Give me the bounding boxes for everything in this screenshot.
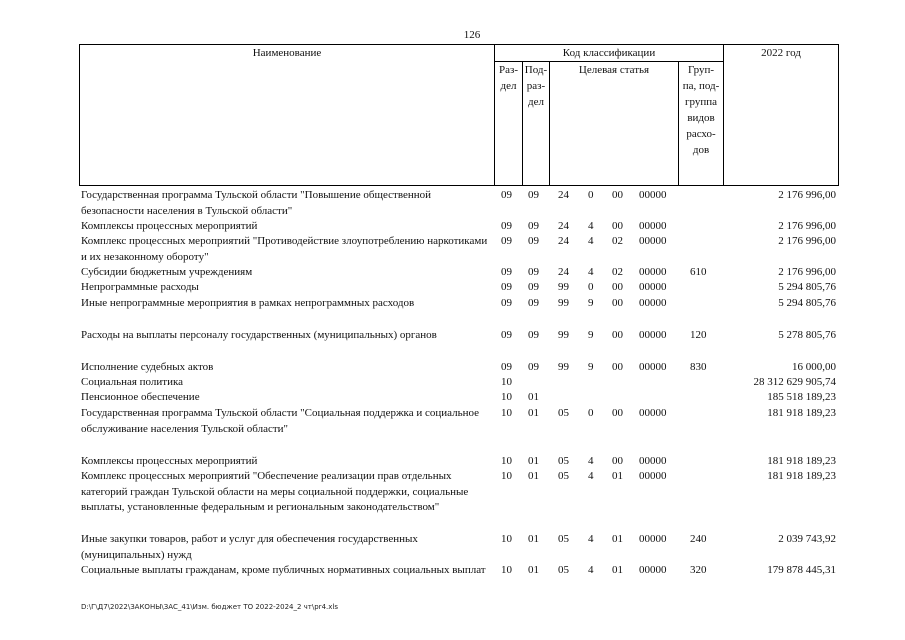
row-podrazdel: 01 bbox=[528, 533, 539, 545]
row-name: Комплексы процессных мероприятий bbox=[81, 455, 258, 467]
header-bottom-rule bbox=[79, 185, 839, 186]
row-target-direction: 00000 bbox=[639, 533, 667, 545]
header-razdel bbox=[495, 62, 522, 94]
row-target-complex: 01 bbox=[612, 470, 623, 482]
row-name: Государственная программа Тульской области "Повышение общественной безопасности населения в Тульской области" bbox=[81, 189, 431, 217]
row-target-program: 05 bbox=[558, 470, 569, 482]
row-target-direction: 00000 bbox=[639, 329, 667, 341]
row-target-direction: 00000 bbox=[639, 297, 667, 309]
row-target-type: 4 bbox=[588, 470, 594, 482]
row-name: Комплекс процессных мероприятий "Обеспечение реализации прав отдельных категорий граждан Тульской области на меры социальной поддержки, социальные выплаты, установленные федеральным и региональным законодательством" bbox=[81, 470, 469, 513]
row-name: Комплексы процессных мероприятий bbox=[81, 220, 258, 232]
row-razdel: 10 bbox=[501, 455, 512, 467]
row-target-type: 0 bbox=[588, 281, 594, 293]
row-target-direction: 00000 bbox=[639, 470, 667, 482]
row-target-program: 99 bbox=[558, 281, 569, 293]
header-expense-group bbox=[679, 62, 723, 158]
row-target-direction: 00000 bbox=[639, 189, 667, 201]
row-target-complex: 00 bbox=[612, 281, 623, 293]
header-group-line: дов bbox=[692, 144, 710, 156]
row-target-program: 24 bbox=[558, 266, 569, 278]
row-target-program: 99 bbox=[558, 361, 569, 373]
header-podrazdel-line: раз- bbox=[526, 80, 546, 92]
row-target-type: 4 bbox=[588, 266, 594, 278]
row-podrazdel: 09 bbox=[528, 281, 539, 293]
row-name: Государственная программа Тульской области "Социальная поддержка и социальное обслуживание населения Тульской области" bbox=[81, 407, 480, 435]
row-target-type: 0 bbox=[588, 407, 594, 419]
row-target-type: 4 bbox=[588, 455, 594, 467]
row-name: Комплекс процессных мероприятий "Противодействие злоупотреблению наркотиками и их незаконному обороту" bbox=[81, 235, 488, 263]
row-amount: 179 878 445,31 bbox=[767, 564, 836, 576]
row-expense-group: 830 bbox=[690, 361, 707, 373]
header-target-article: Целевая статья bbox=[578, 64, 650, 76]
row-target-type: 4 bbox=[588, 220, 594, 232]
header-group-line: па, под- bbox=[682, 80, 720, 92]
row-razdel: 09 bbox=[501, 189, 512, 201]
header-podrazdel-line: Под- bbox=[524, 64, 548, 76]
row-target-complex: 02 bbox=[612, 266, 623, 278]
header-group-line: Груп- bbox=[687, 64, 715, 76]
row-target-program: 99 bbox=[558, 329, 569, 341]
row-target-type: 4 bbox=[588, 235, 594, 247]
row-target-direction: 00000 bbox=[639, 220, 667, 232]
row-target-direction: 00000 bbox=[639, 235, 667, 247]
header-left-rule bbox=[79, 44, 80, 186]
row-target-program: 05 bbox=[558, 533, 569, 545]
row-razdel: 09 bbox=[501, 329, 512, 341]
row-target-direction: 00000 bbox=[639, 455, 667, 467]
row-target-direction: 00000 bbox=[639, 281, 667, 293]
row-amount: 28 312 629 905,74 bbox=[753, 376, 836, 388]
row-target-type: 4 bbox=[588, 564, 594, 576]
header-group-line: группа bbox=[684, 96, 718, 108]
row-podrazdel: 01 bbox=[528, 391, 539, 403]
row-name: Социальная политика bbox=[81, 376, 184, 388]
header-group-line: видов bbox=[687, 112, 715, 124]
row-amount: 185 518 189,23 bbox=[767, 391, 836, 403]
header-divider bbox=[549, 61, 550, 186]
row-razdel: 09 bbox=[501, 281, 512, 293]
row-target-complex: 00 bbox=[612, 329, 623, 341]
row-name: Иные непрограммные мероприятия в рамках непрограммных расходов bbox=[81, 297, 415, 309]
header-divider bbox=[723, 44, 724, 186]
row-razdel: 10 bbox=[501, 391, 512, 403]
row-target-program: 24 bbox=[558, 235, 569, 247]
row-target-complex: 00 bbox=[612, 189, 623, 201]
row-amount: 181 918 189,23 bbox=[767, 455, 836, 467]
row-razdel: 10 bbox=[501, 376, 512, 388]
row-amount: 16 000,00 bbox=[792, 361, 836, 373]
row-amount: 2 176 996,00 bbox=[778, 220, 836, 232]
row-razdel: 10 bbox=[501, 564, 512, 576]
row-target-complex: 00 bbox=[612, 361, 623, 373]
row-amount: 2 176 996,00 bbox=[778, 266, 836, 278]
row-razdel: 09 bbox=[501, 266, 512, 278]
header-classification-code: Код классификации bbox=[562, 47, 656, 59]
header-group-line: расхо- bbox=[686, 128, 716, 140]
row-target-program: 99 bbox=[558, 297, 569, 309]
row-razdel: 10 bbox=[501, 533, 512, 545]
row-target-program: 05 bbox=[558, 564, 569, 576]
row-target-program: 24 bbox=[558, 220, 569, 232]
row-expense-group: 320 bbox=[690, 564, 707, 576]
header-razdel-line: дел bbox=[500, 80, 517, 92]
row-razdel: 09 bbox=[501, 235, 512, 247]
row-target-complex: 00 bbox=[612, 455, 623, 467]
file-path-footer: D:\Г\Д7\2022\ЗАКОНЫ\ЗАС_41\Изм. бюджет ТО 2022-2024_2 чт\pr4.xls bbox=[81, 603, 338, 611]
row-podrazdel: 09 bbox=[528, 361, 539, 373]
row-amount: 5 294 805,76 bbox=[778, 297, 836, 309]
row-podrazdel: 01 bbox=[528, 455, 539, 467]
row-name: Непрограммные расходы bbox=[81, 281, 199, 293]
row-expense-group: 240 bbox=[690, 533, 707, 545]
row-target-complex: 00 bbox=[612, 220, 623, 232]
row-target-direction: 00000 bbox=[639, 266, 667, 278]
row-target-type: 9 bbox=[588, 297, 594, 309]
header-right-rule bbox=[838, 44, 839, 186]
row-name: Пенсионное обеспечение bbox=[81, 391, 200, 403]
row-podrazdel: 09 bbox=[528, 189, 539, 201]
row-amount: 5 294 805,76 bbox=[778, 281, 836, 293]
row-podrazdel: 01 bbox=[528, 564, 539, 576]
row-amount: 181 918 189,23 bbox=[767, 407, 836, 419]
row-target-program: 05 bbox=[558, 455, 569, 467]
row-podrazdel: 09 bbox=[528, 329, 539, 341]
row-amount: 5 278 805,76 bbox=[778, 329, 836, 341]
row-podrazdel: 01 bbox=[528, 470, 539, 482]
row-amount: 181 918 189,23 bbox=[767, 470, 836, 482]
header-podrazdel-line: дел bbox=[528, 96, 544, 108]
row-target-complex: 00 bbox=[612, 407, 623, 419]
row-target-direction: 00000 bbox=[639, 361, 667, 373]
header-year: 2022 год bbox=[761, 47, 801, 59]
row-target-type: 9 bbox=[588, 361, 594, 373]
row-amount: 2 176 996,00 bbox=[778, 189, 836, 201]
row-name: Иные закупки товаров, работ и услуг для обеспечения государственных (муниципальных) нужд bbox=[81, 533, 418, 561]
row-name: Исполнение судебных актов bbox=[81, 361, 214, 373]
row-target-program: 24 bbox=[558, 189, 569, 201]
row-podrazdel: 09 bbox=[528, 235, 539, 247]
row-name: Субсидии бюджетным учреждениям bbox=[81, 266, 253, 278]
header-name: Наименование bbox=[252, 47, 322, 59]
row-name: Расходы на выплаты персоналу государственных (муниципальных) органов bbox=[81, 329, 437, 341]
row-amount: 2 039 743,92 bbox=[778, 533, 836, 545]
row-target-program: 05 bbox=[558, 407, 569, 419]
row-target-complex: 01 bbox=[612, 533, 623, 545]
row-podrazdel: 09 bbox=[528, 266, 539, 278]
row-razdel: 09 bbox=[501, 220, 512, 232]
row-target-complex: 00 bbox=[612, 297, 623, 309]
row-expense-group: 610 bbox=[690, 266, 707, 278]
row-razdel: 10 bbox=[501, 470, 512, 482]
row-target-complex: 01 bbox=[612, 564, 623, 576]
row-amount: 2 176 996,00 bbox=[778, 235, 836, 247]
row-target-direction: 00000 bbox=[639, 564, 667, 576]
row-target-type: 4 bbox=[588, 533, 594, 545]
row-name: Социальные выплаты гражданам, кроме публичных нормативных социальных выплат bbox=[81, 564, 486, 576]
row-expense-group: 120 bbox=[690, 329, 707, 341]
row-podrazdel: 09 bbox=[528, 297, 539, 309]
row-podrazdel: 09 bbox=[528, 220, 539, 232]
header-razdel-line: Раз- bbox=[498, 64, 518, 76]
row-target-direction: 00000 bbox=[639, 407, 667, 419]
row-podrazdel: 01 bbox=[528, 407, 539, 419]
row-razdel: 10 bbox=[501, 407, 512, 419]
row-target-type: 0 bbox=[588, 189, 594, 201]
row-target-complex: 02 bbox=[612, 235, 623, 247]
row-razdel: 09 bbox=[501, 297, 512, 309]
row-razdel: 09 bbox=[501, 361, 512, 373]
header-podrazdel bbox=[523, 62, 549, 110]
row-target-type: 9 bbox=[588, 329, 594, 341]
page-number: 126 bbox=[463, 29, 481, 41]
